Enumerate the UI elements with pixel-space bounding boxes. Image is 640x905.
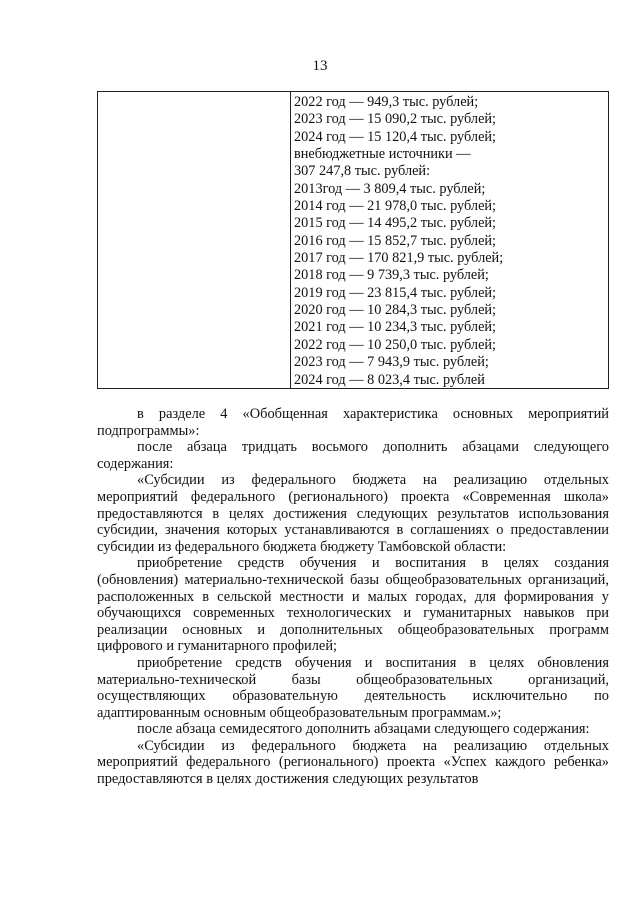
funding-row: 2023 год — 7 943,9 тыс. рублей;	[294, 354, 489, 371]
funding-row: 2016 год — 15 852,7 тыс. рублей;	[294, 232, 497, 249]
paragraph: «Субсидии из федерального бюджета на реализацию отдельных мероприятий федерального (регионального) проекта «Успех каждого ребенка» предоставляются в целях достижения следующих результатов	[97, 737, 609, 788]
funding-row: 2014 год — 21 978,0 тыс. рублей;	[294, 198, 497, 215]
paragraph: после абзаца семидесятого дополнить абзацами следующего содержания:	[137, 721, 590, 738]
funding-row: 2024 год — 15 120,4 тыс. рублей;	[294, 128, 497, 145]
funding-row: 2021 год — 10 234,3 тыс. рублей;	[294, 319, 497, 336]
funding-row: 2024 год — 8 023,4 тыс. рублей	[294, 371, 485, 388]
paragraph: после абзаца тридцать восьмого дополнить абзацами следующего содержания:	[97, 439, 609, 472]
funding-table-value-cell	[294, 94, 602, 389]
funding-row: 2020 год — 10 284,3 тыс. рублей;	[294, 302, 497, 319]
funding-row: 2017 год — 170 821,9 тыс. рублей;	[294, 250, 504, 267]
body-text	[97, 406, 609, 788]
funding-row: 2018 год — 9 739,3 тыс. рублей;	[294, 267, 489, 284]
funding-row: 2015 год — 14 495,2 тыс. рублей;	[294, 215, 497, 232]
paragraph: «Субсидии из федерального бюджета на реализацию отдельных мероприятий федерального (регионального) проекта «Современная школа» предоставляются в целях достижения следующих результатов использования субсидии, значения которых устанавливаются в соглашениях о предоставлении субсидии из федерального бюджета бюджету Тамбовской области:	[97, 472, 609, 555]
funding-row: 2013год — 3 809,4 тыс. рублей;	[294, 180, 486, 197]
paragraph: приобретение средств обучения и воспитания в целях создания (обновления) материально-технической базы общеобразовательных организаций, расположенных в сельской местности и малых городах, для формирования у обучающихся современных технологических и гуманитарных навыков при реализации основных и дополнительных общеобразовательных программ цифрового и гуманитарного профилей;	[97, 555, 609, 655]
table-column-divider	[290, 92, 291, 388]
paragraph: приобретение средств обучения и воспитания в целях обновления материально-технической базы общеобразовательных организаций, осуществляющих образовательную деятельность исключительно по адаптированным основным общеобразовательным программам.»;	[97, 654, 609, 721]
funding-row: 2022 год — 10 250,0 тыс. рублей;	[294, 336, 497, 353]
page-number: 13	[312, 58, 328, 74]
funding-row: 307 247,8 тыс. рублей:	[294, 163, 431, 180]
funding-row: 2023 год — 15 090,2 тыс. рублей;	[294, 111, 497, 128]
funding-row: 2019 год — 23 815,4 тыс. рублей;	[294, 284, 497, 301]
funding-row: 2022 год — 949,3 тыс. рублей;	[294, 94, 479, 110]
funding-row: внебюджетные источники —	[294, 146, 471, 163]
paragraph: в разделе 4 «Обобщенная характеристика основных мероприятий подпрограммы»:	[97, 406, 609, 439]
funding-table	[97, 91, 609, 389]
